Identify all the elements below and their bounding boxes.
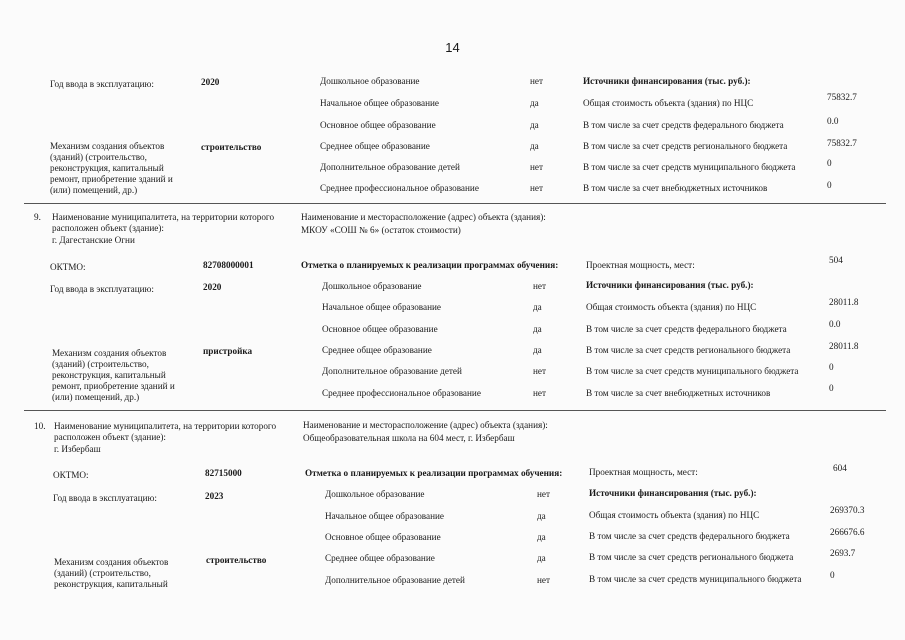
object-name: МКОУ «СОШ № 6» (остаток стоимости) xyxy=(301,225,461,235)
program-mark: нет xyxy=(537,575,551,585)
municipality-label: Наименование муниципалитета, на территории которого расположен объект (здание): xyxy=(54,421,277,442)
funding-label: Общая стоимость объекта (здания) по НЦС xyxy=(586,302,757,312)
funding-label: В том числе за счет средств регионального бюджета xyxy=(586,345,791,355)
mechanism-value: строительство xyxy=(206,555,267,565)
programs-heading: Отметка о планируемых к реализации программах обучения: xyxy=(305,468,563,478)
program-label: Дошкольное образование xyxy=(320,76,420,86)
mechanism-label: Механизм создания объектов (зданий) (строительство, реконструкция, капитальный xyxy=(54,557,169,589)
program-mark: нет xyxy=(530,76,544,86)
oktmo-label: ОКТМО: xyxy=(50,262,86,272)
funding-value: 0 xyxy=(827,180,832,190)
capacity-label: Проектная мощность, мест: xyxy=(586,260,695,270)
program-mark: нет xyxy=(533,281,547,291)
funding-label: Общая стоимость объекта (здания) по НЦС xyxy=(583,98,754,108)
funding-label: В том числе за счет средств муниципального бюджета xyxy=(583,162,796,172)
funding-value: 0 xyxy=(827,158,832,168)
program-label: Среднее общее образование xyxy=(320,141,430,151)
object-name: Общеобразовательная школа на 604 мест, г. Избербаш xyxy=(303,433,515,443)
funding-value: 28011.8 xyxy=(829,341,859,351)
program-mark: нет xyxy=(530,162,544,172)
program-label: Начальное общее образование xyxy=(325,511,445,521)
municipality-value: г. Избербаш xyxy=(54,444,101,454)
program-label: Дошкольное образование xyxy=(325,489,425,499)
program-mark: да xyxy=(533,345,542,355)
program-label: Среднее профессиональное образование xyxy=(322,388,481,398)
program-mark: да xyxy=(533,302,542,312)
programs-heading: Отметка о планируемых к реализации программах обучения: xyxy=(301,260,559,270)
item-number: 10. xyxy=(34,421,46,431)
funding-label: В том числе за счет внебюджетных источников xyxy=(586,388,771,398)
year-value: 2023 xyxy=(205,491,224,501)
address-label: Наименование и месторасположение (адрес) объекта (здания): xyxy=(303,420,548,430)
program-mark: да xyxy=(533,324,542,334)
program-mark: нет xyxy=(533,366,547,376)
funding-label: В том числе за счет средств муниципального бюджета xyxy=(589,574,802,584)
capacity-value: 504 xyxy=(829,255,843,265)
funding-label: В том числе за счет средств федерального бюджета xyxy=(586,324,787,334)
item-number: 9. xyxy=(34,212,41,222)
program-label: Среднее общее образование xyxy=(325,553,435,563)
funding-value: 75832.7 xyxy=(827,138,857,148)
program-label: Дошкольное образование xyxy=(322,281,422,291)
capacity-label: Проектная мощность, мест: xyxy=(589,467,698,477)
year-label: Год ввода в эксплуатацию: xyxy=(50,79,154,89)
funding-label: В том числе за счет средств регионального бюджета xyxy=(583,141,788,151)
section-divider xyxy=(24,203,886,204)
program-mark: нет xyxy=(530,183,544,193)
funding-value: 75832.7 xyxy=(827,92,857,102)
funding-value: 269370.3 xyxy=(830,505,865,515)
oktmo-label: ОКТМО: xyxy=(53,470,89,480)
program-mark: нет xyxy=(533,388,547,398)
funding-label: Общая стоимость объекта (здания) по НЦС xyxy=(589,510,760,520)
program-mark: да xyxy=(530,98,539,108)
program-label: Основное общее образование xyxy=(320,120,436,130)
municipality-label: Наименование муниципалитета, на территории которого расположен объект (здание): xyxy=(52,212,275,233)
funding-value: 2693.7 xyxy=(830,548,856,558)
program-label: Дополнительное образование детей xyxy=(322,366,462,376)
funding-label: В том числе за счет средств федерального бюджета xyxy=(589,531,790,541)
funding-value: 0 xyxy=(829,362,834,372)
program-label: Дополнительное образование детей xyxy=(325,575,465,585)
year-label: Год ввода в эксплуатацию: xyxy=(50,284,154,294)
address-label: Наименование и месторасположение (адрес) объекта (здания): xyxy=(301,212,546,222)
mechanism-label: Механизм создания объектов (зданий) (строительство, реконструкция, капитальный ремонт, приобретение зданий и (или) помещений, др.) xyxy=(50,141,173,195)
municipality-value: г. Дагестанские Огни xyxy=(52,235,135,245)
funding-value: 0 xyxy=(830,570,835,580)
oktmo-value: 82708000001 xyxy=(203,260,254,270)
funding-heading: Источники финансирования (тыс. руб.): xyxy=(589,488,757,498)
program-mark: нет xyxy=(537,489,551,499)
funding-label: В том числе за счет средств муниципального бюджета xyxy=(586,366,799,376)
funding-label: В том числе за счет средств регионального бюджета xyxy=(589,552,794,562)
mechanism-label: Механизм создания объектов (зданий) (строительство, реконструкция, капитальный ремонт, приобретение зданий и (или) помещений, др.) xyxy=(52,348,175,402)
funding-value: 28011.8 xyxy=(829,297,859,307)
funding-value: 0 xyxy=(829,383,834,393)
funding-label: В том числе за счет внебюджетных источников xyxy=(583,183,768,193)
oktmo-value: 82715000 xyxy=(205,468,242,478)
year-value: 2020 xyxy=(203,282,222,292)
capacity-value: 604 xyxy=(833,463,847,473)
program-label: Среднее общее образование xyxy=(322,345,432,355)
year-value: 2020 xyxy=(201,77,220,87)
program-mark: да xyxy=(530,120,539,130)
mechanism-value: пристройка xyxy=(203,346,253,356)
funding-value: 0.0 xyxy=(827,116,839,126)
funding-value: 0.0 xyxy=(829,319,841,329)
program-mark: да xyxy=(537,532,546,542)
program-label: Основное общее образование xyxy=(325,532,441,542)
funding-label: В том числе за счет средств федерального бюджета xyxy=(583,120,784,130)
page-number: 14 xyxy=(445,40,460,55)
program-mark: да xyxy=(530,141,539,151)
funding-heading: Источники финансирования (тыс. руб.): xyxy=(586,280,754,290)
program-mark: да xyxy=(537,553,546,563)
program-mark: да xyxy=(537,511,546,521)
section-divider xyxy=(24,410,886,411)
funding-heading: Источники финансирования (тыс. руб.): xyxy=(583,76,751,86)
program-label: Дополнительное образование детей xyxy=(320,162,460,172)
funding-value: 266676.6 xyxy=(830,527,865,537)
program-label: Начальное общее образование xyxy=(320,98,440,108)
program-label: Начальное общее образование xyxy=(322,302,442,312)
year-label: Год ввода в эксплуатацию: xyxy=(53,493,157,503)
program-label: Основное общее образование xyxy=(322,324,438,334)
program-label: Среднее профессиональное образование xyxy=(320,183,479,193)
mechanism-value: строительство xyxy=(201,142,262,152)
